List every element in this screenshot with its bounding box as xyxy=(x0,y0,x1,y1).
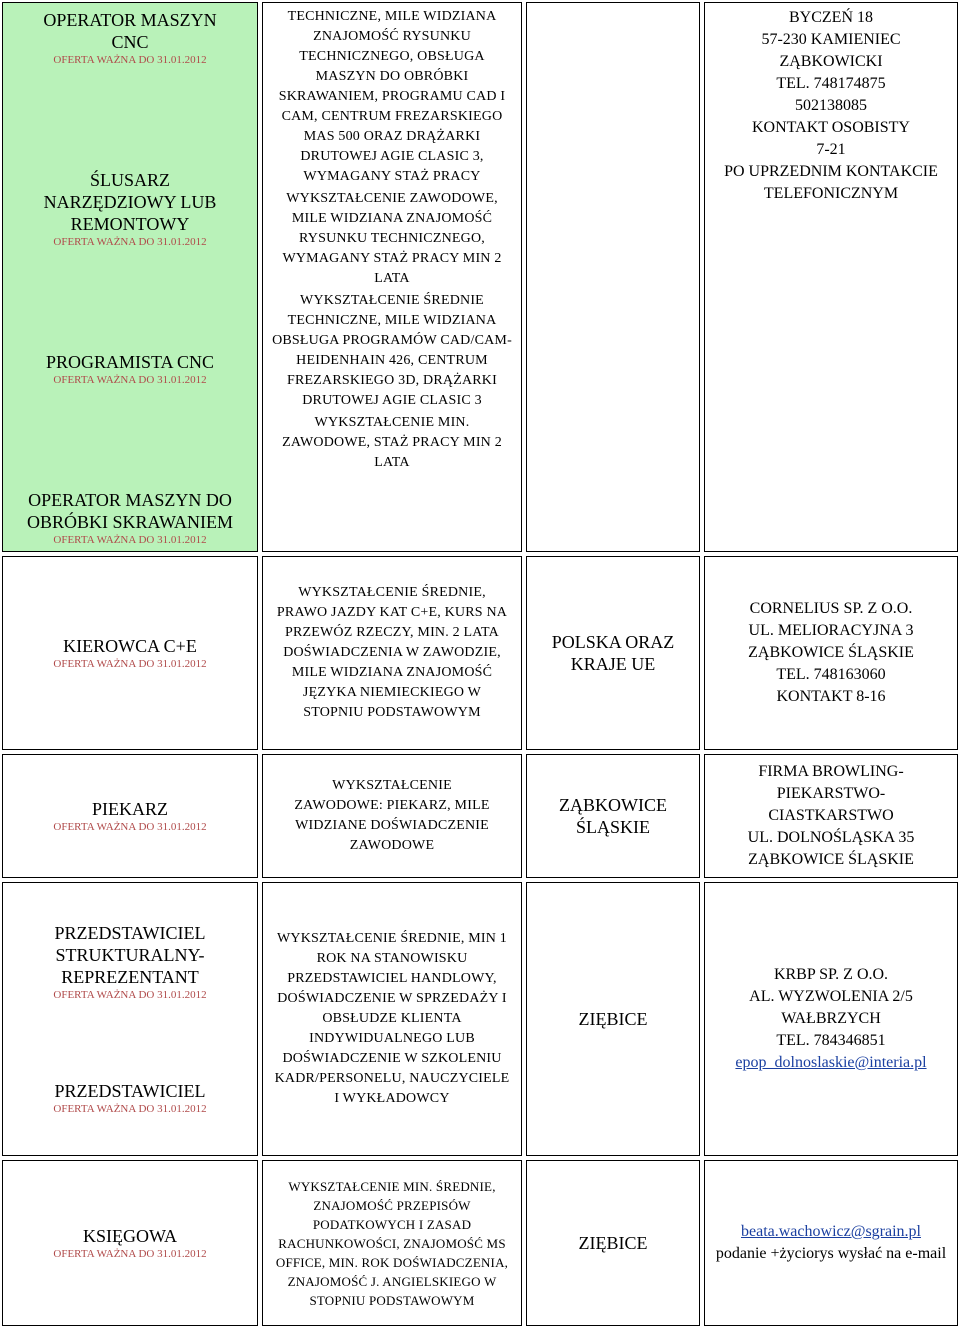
contact-line: PO UPRZEDNIM KONTAKCIE TELEFONICZNYM xyxy=(724,163,938,202)
job-title: OPERATOR MASZYN CNC xyxy=(43,10,217,52)
job-title: ŚLUSARZ NARZĘDZIOWY LUB REMONTOWY xyxy=(43,170,217,234)
job-title: PROGRAMISTA CNC xyxy=(45,352,215,372)
contact-cell xyxy=(704,2,958,552)
job-title: PIEKARZ xyxy=(92,799,168,819)
validity-note: OFERTA WAŻNA DO 31.01.2012 xyxy=(53,658,207,670)
place-cell xyxy=(526,2,700,552)
contact-line: TEL. 748174875 xyxy=(776,75,886,92)
contact-line: KONTAKT 8-16 xyxy=(776,688,886,705)
contact-line: TEL. 784346851 xyxy=(776,1032,886,1049)
job-title: OPERATOR MASZYN DO OBRÓBKI SKRAWANIEM xyxy=(26,490,234,532)
place-cell xyxy=(526,556,700,750)
place-cell xyxy=(526,882,700,1156)
validity-note: OFERTA WAŻNA DO 31.01.2012 xyxy=(53,1103,207,1115)
requirements-cell xyxy=(262,556,522,750)
requirements-cell xyxy=(262,882,522,1156)
contact-cell xyxy=(704,1160,958,1326)
contact-line: UL. MELIORACYJNA 3 xyxy=(748,622,914,639)
contact-line: FIRMA BROWLING-PIEKARSTWO-CIASTKARSTWO xyxy=(758,763,904,824)
requirements-text: WYKSZTAŁCENIE ZAWODOWE, MILE WIDZIANA ZNAJOMOŚĆ RYSUNKU TECHNICZNEGO, WYMAGANY STAŻ PRACY MIN 2 LATA xyxy=(282,191,502,286)
job-title-cell xyxy=(2,556,258,750)
job-title: KIEROWCA C+E xyxy=(63,636,197,656)
contact-cell xyxy=(704,882,958,1156)
requirements-text: TECHNICZNE, MILE WIDZIANA ZNAJOMOŚĆ RYSUNKU TECHNICZNEGO, OBSŁUGA MASZYN DO OBRÓBKI SKRAWANIEM, PROGRAMU CAD I CAM, CENTRUM FREZARSKIEGO MAS 500 ORAZ DRĄŻARKI DRUTOWEJ AGIE CLASIC 3, WYMAGANY STAŻ PRACY xyxy=(278,9,506,184)
validity-note: OFERTA WAŻNA DO 31.01.2012 xyxy=(53,1248,207,1260)
contact-cell xyxy=(704,754,958,878)
contact-line: 57-230 KAMIENIEC ZĄBKOWICKI xyxy=(761,31,901,70)
contact-line: KONTAKT OSOBISTY xyxy=(752,119,910,136)
contact-line: WAŁBRZYCH xyxy=(781,1010,881,1027)
contact-line: podanie +życiorys wysłać na e-mail xyxy=(715,1245,947,1262)
contact-line: BYCZEŃ 18 xyxy=(789,9,873,26)
place-cell xyxy=(526,1160,700,1326)
email-link[interactable]: beata.wachowicz@sgrain.pl xyxy=(741,1223,921,1240)
job-title-cell xyxy=(2,2,258,552)
email-link[interactable]: epop_dolnoslaskie@interia.pl xyxy=(735,1054,927,1071)
place-text: ZIĘBICE xyxy=(578,1233,648,1253)
contact-cell xyxy=(704,556,958,750)
job-title: PRZEDSTAWICIEL xyxy=(54,1081,206,1101)
contact-line: TEL. 748163060 xyxy=(776,666,886,683)
contact-line: UL. DOLNOŚLĄSKA 35 xyxy=(747,829,915,846)
job-entry xyxy=(46,351,214,387)
requirements-cell xyxy=(262,2,522,552)
job-title-cell xyxy=(2,882,258,1156)
validity-note: OFERTA WAŻNA DO 31.01.2012 xyxy=(53,54,207,66)
requirements-text: WYKSZTAŁCENIE MIN. ŚREDNIE, ZNAJOMOŚĆ PRZEPISÓW PODATKOWYCH I ZASAD RACHUNKOWOŚCI, ZNAJOMOŚĆ MS OFFICE, MIN. ROK DOŚWIADCZENIA, ZNAJOMOŚĆ J. ANGIELSKIEGO W STOPNIU PODSTAWOWYM xyxy=(275,1178,509,1308)
requirements-text: WYKSZTAŁCENIE ŚREDNIE, PRAWO JAZDY KAT C+E, KURS NA PRZEWÓZ RZECZY, MIN. 2 LATA DOŚWIADCZENIA W ZAWODZIE, MILE WIDZIANA ZNAJOMOŚĆ JĘZYKA NIEMIECKIEGO W STOPNIU PODSTAWOWYM xyxy=(276,585,508,720)
place-text: ZĄBKOWICE ŚLĄSKIE xyxy=(559,795,667,837)
contact-line: CORNELIUS SP. Z O.O. xyxy=(749,600,913,617)
job-title: PRZEDSTAWICIEL STRUKTURALNY-REPREZENTANT xyxy=(54,923,206,987)
requirements-text: WYKSZTAŁCENIE ŚREDNIE TECHNICZNE, MILE WIDZIANA OBSŁUGA PROGRAMÓW CAD/CAM-HEIDENHAIN 426, CENTRUM FREZARSKIEGO 3D, DRĄŻARKI DRUTOWEJ AGIE CLASIC 3 xyxy=(272,293,512,408)
contact-line: 502138085 xyxy=(795,97,867,114)
contact-line: AL. WYZWOLENIA 2/5 xyxy=(749,988,913,1005)
contact-line: ZĄBKOWICE ŚLĄSKIE xyxy=(748,644,914,661)
job-title-cell xyxy=(2,1160,258,1326)
job-entry xyxy=(15,489,245,547)
validity-note: OFERTA WAŻNA DO 31.01.2012 xyxy=(53,374,207,386)
requirements-text: WYKSZTAŁCENIE MIN. ZAWODOWE, STAŻ PRACY MIN 2 LATA xyxy=(282,415,502,470)
place-text: POLSKA ORAZ KRAJE UE xyxy=(551,632,675,674)
requirements-cell xyxy=(262,1160,522,1326)
job-entry xyxy=(35,922,225,1002)
requirements-cell xyxy=(262,754,522,878)
place-cell xyxy=(526,754,700,878)
job-entry xyxy=(53,1080,206,1116)
requirements-text: WYKSZTAŁCENIE ZAWODOWE: PIEKARZ, MILE WIDZIANE DOŚWIADCZENIE ZAWODOWE xyxy=(294,778,490,853)
job-entry xyxy=(30,169,230,249)
requirements-text: WYKSZTAŁCENIE ŚREDNIE, MIN 1 ROK NA STANOWISKU PRZEDSTAWICIEL HANDLOWY, DOŚWIADCZENIE W SPRZEDAŻY I OBSŁUDZE KLIENTA INDYWIDUALNEGO LUB DOŚWIADCZENIE W SZKOLENIU KADR/PERSONELU, NAUCZYCIELE I WYKŁADOWCY xyxy=(274,931,510,1106)
job-title-cell xyxy=(2,754,258,878)
validity-note: OFERTA WAŻNA DO 31.01.2012 xyxy=(53,534,207,546)
place-text: ZIĘBICE xyxy=(578,1009,648,1029)
contact-line: KRBP SP. Z O.O. xyxy=(773,966,889,983)
contact-line: 7-21 xyxy=(816,141,846,158)
job-entry xyxy=(30,9,230,67)
validity-note: OFERTA WAŻNA DO 31.01.2012 xyxy=(53,989,207,1001)
validity-note: OFERTA WAŻNA DO 31.01.2012 xyxy=(53,236,207,248)
contact-line: ZĄBKOWICE ŚLĄSKIE xyxy=(748,851,914,868)
validity-note: OFERTA WAŻNA DO 31.01.2012 xyxy=(53,821,207,833)
job-title: KSIĘGOWA xyxy=(83,1226,177,1246)
